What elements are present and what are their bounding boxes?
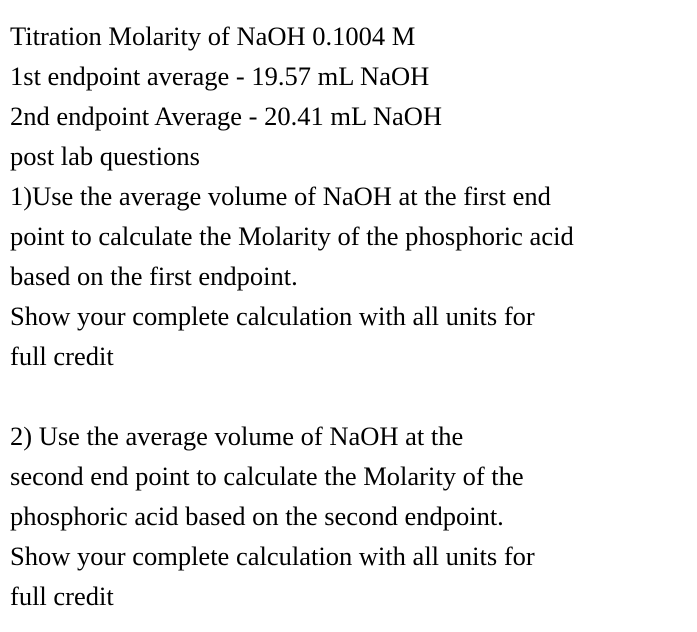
question-1-line: point to calculate the Molarity of the phosphoric acid [10, 221, 574, 251]
question-2-line: full credit [10, 581, 114, 611]
question-1-line: based on the first endpoint. [10, 261, 298, 291]
titration-molarity-line: Titration Molarity of NaOH 0.1004 M [10, 21, 416, 51]
paragraph-spacer [10, 376, 694, 416]
post-lab-heading: post lab questions [10, 141, 200, 171]
document-body [10, 16, 694, 616]
question-2-line: second end point to calculate the Molarity of the [10, 461, 524, 491]
question-1-line: 1)Use the average volume of NaOH at the first end [10, 181, 551, 211]
question-2-line: Show your complete calculation with all units for [10, 541, 535, 571]
question-2 [10, 416, 694, 616]
second-endpoint-line: 2nd endpoint Average - 20.41 mL NaOH [10, 101, 442, 131]
question-2-line: phosphoric acid based on the second endpoint. [10, 501, 504, 531]
question-1 [10, 176, 694, 376]
question-2-line: 2) Use the average volume of NaOH at the [10, 421, 464, 451]
question-1-line: full credit [10, 341, 114, 371]
question-1-line: Show your complete calculation with all units for [10, 301, 535, 331]
first-endpoint-line: 1st endpoint average - 19.57 mL NaOH [10, 61, 430, 91]
